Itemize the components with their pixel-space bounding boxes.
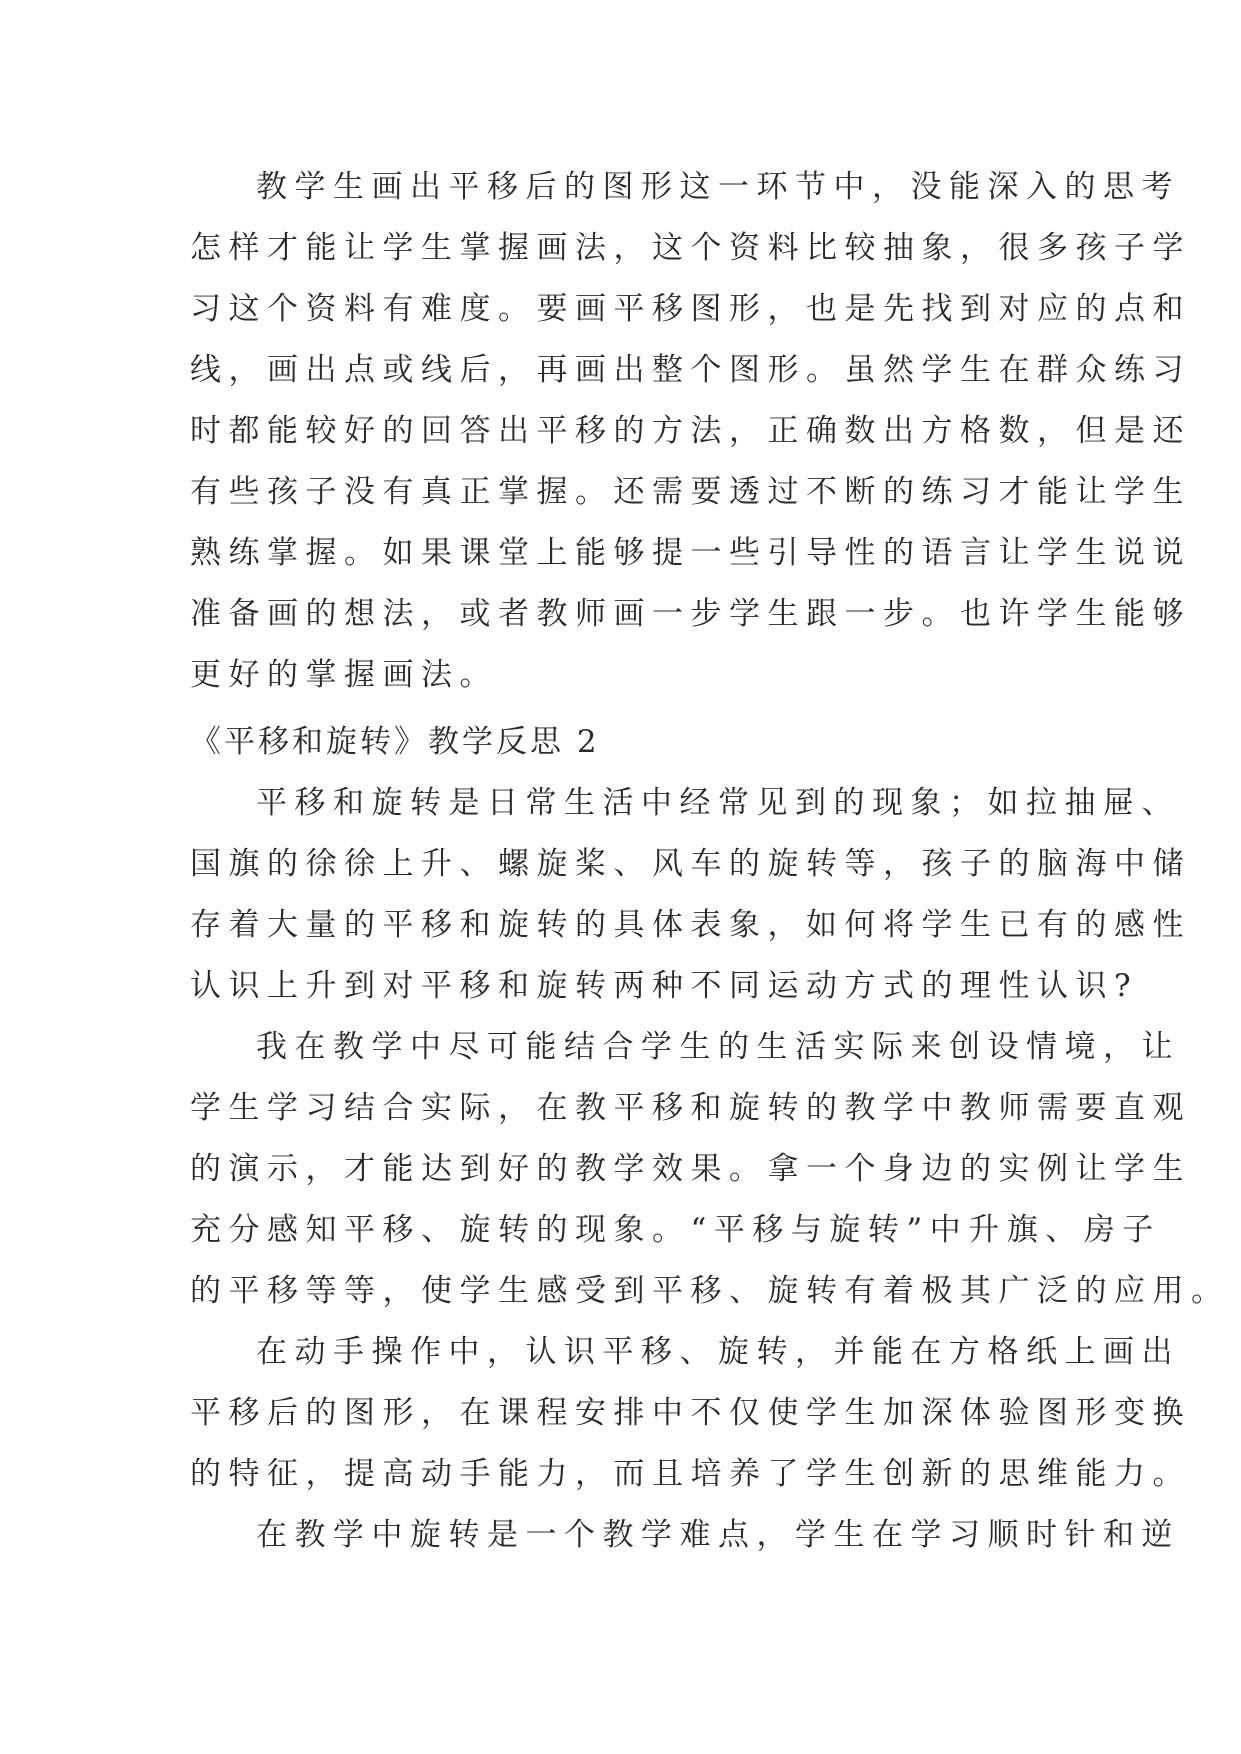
paragraph-line: 平移和旋转是日常生活中经常见到的现象；如拉抽屉、 xyxy=(256,785,1180,821)
paragraph-line: 的特征，提高动手能力，而且培养了学生创新的思维能力。 xyxy=(190,1456,1191,1492)
paragraph-line: 准备画的想法，或者教师画一步学生跟一步。也许学生能够 xyxy=(190,596,1191,632)
paragraph-line: 教学生画出平移后的图形这一环节中，没能深入的思考 xyxy=(256,169,1180,205)
paragraph-line: 存着大量的平移和旋转的具体表象，如何将学生已有的感性 xyxy=(190,907,1191,943)
paragraph-line: 更好的掌握画法。 xyxy=(190,657,498,693)
section-heading: 《平移和旋转》教学反思 2 xyxy=(190,724,600,760)
paragraph-line: 的平移等等，使学生感受到平移、旋转有着极其广泛的应用。 xyxy=(190,1273,1230,1309)
paragraph-line: 熟练掌握。如果课堂上能够提一些引导性的语言让学生说说 xyxy=(190,535,1191,571)
paragraph-line: 我在教学中尽可能结合学生的生活实际来创设情境，让 xyxy=(256,1029,1180,1065)
paragraph-line: 在动手操作中，认识平移、旋转，并能在方格纸上画出 xyxy=(256,1334,1180,1370)
paragraph-line: 学生学习结合实际，在教平移和旋转的教学中教师需要直观 xyxy=(190,1090,1191,1126)
paragraph-line: 习这个资料有难度。要画平移图形，也是先找到对应的点和 xyxy=(190,291,1191,327)
paragraph-line: 有些孩子没有真正掌握。还需要透过不断的练习才能让学生 xyxy=(190,474,1191,510)
section-2 xyxy=(190,712,1230,1566)
paragraph-line: 线，画出点或线后，再画出整个图形。虽然学生在群众练习 xyxy=(190,352,1191,388)
section-1 xyxy=(190,157,1191,706)
paragraph-line: 时都能较好的回答出平移的方法，正确数出方格数，但是还 xyxy=(190,413,1191,449)
paragraph-line: 充分感知平移、旋转的现象。“平移与旋转”中升旗、房子 xyxy=(190,1212,1161,1248)
paragraph-line: 国旗的徐徐上升、螺旋桨、风车的旋转等，孩子的脑海中储 xyxy=(190,846,1191,882)
paragraph-line: 认识上升到对平移和旋转两种不同运动方式的理性认识? xyxy=(190,968,1139,1004)
paragraph-line: 平移后的图形，在课程安排中不仅使学生加深体验图形变换 xyxy=(190,1395,1191,1431)
paragraph-line: 在教学中旋转是一个教学难点，学生在学习顺时针和逆 xyxy=(256,1517,1180,1553)
paragraph-line: 怎样才能让学生掌握画法，这个资料比较抽象，很多孩子学 xyxy=(190,230,1191,266)
paragraph-line: 的演示，才能达到好的教学效果。拿一个身边的实例让学生 xyxy=(190,1151,1191,1187)
